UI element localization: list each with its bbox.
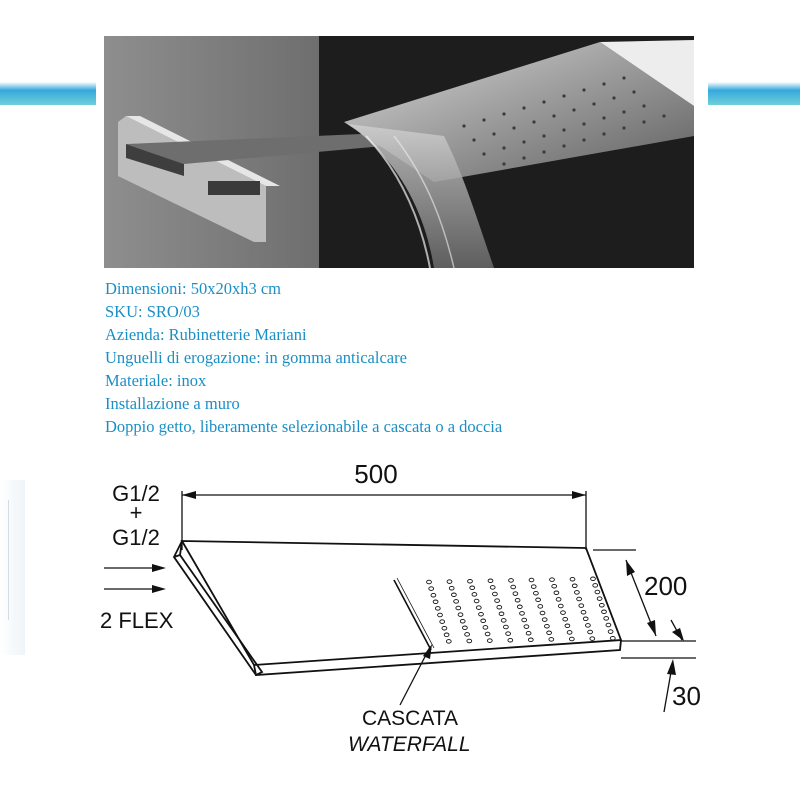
spec-dual-jet: Doppio getto, liberamente selezionabile a cascata o a doccia — [105, 417, 503, 436]
nozzle-icon — [454, 600, 459, 604]
nozzle-icon — [447, 580, 452, 584]
inlet-plus-sign: + — [129, 500, 143, 525]
spec-material: Materiale: inox — [105, 371, 207, 390]
flex-label: 2 FLEX — [100, 608, 174, 633]
height-dimension-label: 30 — [672, 681, 701, 711]
nozzle-icon — [470, 586, 475, 590]
spec-list — [105, 277, 705, 438]
inlet-arrow-top-icon — [152, 564, 166, 572]
nozzle-icon — [534, 591, 539, 595]
technical-drawing — [96, 450, 708, 800]
nozzle-icon — [579, 604, 584, 608]
nozzle-icon — [563, 617, 568, 621]
spec-company: Azienda: Rubinetterie Mariani — [105, 325, 307, 344]
nozzle-icon — [504, 625, 509, 629]
nozzle-icon — [542, 618, 547, 622]
nozzle-icon — [540, 611, 545, 615]
nozzle-icon — [474, 599, 479, 603]
nozzle-icon — [593, 584, 598, 588]
nozzle-icon — [536, 598, 541, 602]
nozzle-icon — [479, 612, 484, 616]
nozzle-icon — [577, 597, 582, 601]
nozzle-icon — [538, 605, 543, 609]
nozzle-icon — [569, 637, 574, 641]
arrow-right-icon — [572, 491, 586, 499]
spec-installation: Installazione a muro — [105, 394, 240, 413]
nozzle-icon — [597, 597, 602, 601]
shower-head-outline — [174, 541, 621, 675]
nozzle-icon — [522, 618, 527, 622]
nozzle-icon — [558, 604, 563, 608]
height-arrow-top-icon — [672, 628, 684, 641]
nozzle-icon — [460, 619, 465, 623]
nozzle-grid — [427, 577, 616, 643]
nozzle-icon — [545, 624, 550, 628]
nozzle-icon — [499, 612, 504, 616]
arrow-left-icon — [182, 491, 196, 499]
nozzle-icon — [581, 610, 586, 614]
nozzle-icon — [517, 605, 522, 609]
nozzle-icon — [570, 577, 575, 581]
nozzle-icon — [506, 632, 511, 636]
nozzle-icon — [550, 578, 555, 582]
nozzle-icon — [442, 626, 447, 630]
nozzle-icon — [438, 613, 443, 617]
inlet-label-top: G1/2 — [112, 481, 160, 506]
height-arrow-bottom-icon — [667, 659, 676, 675]
nozzle-icon — [524, 625, 529, 629]
nozzle-icon — [565, 624, 570, 628]
waterfall-label: WATERFALL — [348, 733, 471, 756]
nozzle-icon — [511, 585, 516, 589]
nozzle-icon — [487, 639, 492, 643]
nozzle-icon — [572, 584, 577, 588]
nozzle-icon — [431, 593, 436, 597]
nozzle-icon — [554, 591, 559, 595]
nozzle-icon — [440, 620, 445, 624]
nozzle-icon — [526, 631, 531, 635]
nozzle-icon — [606, 623, 611, 627]
nozzle-icon — [427, 580, 432, 584]
nozzle-icon — [501, 619, 506, 623]
nozzle-icon — [481, 619, 486, 623]
nozzle-icon — [604, 617, 609, 621]
spec-dimensions: Dimensioni: 50x20xh3 cm — [105, 279, 281, 298]
nozzle-icon — [472, 593, 477, 597]
nozzle-icon — [435, 607, 440, 611]
nozzle-icon — [458, 613, 463, 617]
nozzle-icon — [590, 637, 595, 641]
nozzle-icon — [508, 638, 513, 642]
nozzle-icon — [567, 631, 572, 635]
nozzle-icon — [456, 606, 461, 610]
nozzle-icon — [513, 592, 518, 596]
waterfall-slot — [394, 580, 431, 650]
nozzle-icon — [586, 624, 591, 628]
nozzle-icon — [556, 598, 561, 602]
nozzle-icon — [529, 578, 534, 582]
nozzle-icon — [552, 584, 557, 588]
height-arrow-bottom-line — [664, 672, 671, 712]
nozzle-icon — [429, 587, 434, 591]
nozzle-icon — [608, 630, 613, 634]
nozzle-icon — [493, 592, 498, 596]
nozzle-icon — [602, 610, 607, 614]
nozzle-icon — [515, 598, 520, 602]
nozzle-icon — [561, 611, 566, 615]
nozzle-icon — [575, 591, 580, 595]
nozzle-icon — [463, 626, 468, 630]
depth-dimension-label: 200 — [644, 571, 688, 601]
nozzle-icon — [444, 633, 449, 637]
nozzle-icon — [452, 593, 457, 597]
nozzle-icon — [509, 579, 514, 583]
nozzle-icon — [583, 617, 588, 621]
inlet-arrow-bottom-icon — [152, 585, 166, 593]
nozzle-icon — [595, 590, 600, 594]
nozzle-icon — [446, 640, 451, 644]
nozzle-icon — [528, 638, 533, 642]
nozzle-icon — [497, 605, 502, 609]
depth-arrow-bottom-icon — [647, 620, 656, 636]
nozzle-icon — [549, 638, 554, 642]
nozzle-icon — [467, 639, 472, 643]
nozzle-icon — [483, 626, 488, 630]
spec-sku: SKU: SRO/03 — [105, 302, 200, 321]
side-strip — [0, 480, 25, 655]
nozzle-icon — [599, 603, 604, 607]
nozzle-icon — [591, 577, 596, 581]
nozzle-icon — [476, 606, 481, 610]
inlet-label-bottom: G1/2 — [112, 525, 160, 550]
nozzle-icon — [588, 630, 593, 634]
nozzle-icon — [495, 599, 500, 603]
nozzle-icon — [520, 612, 525, 616]
shower-head-photo-icon — [104, 36, 694, 268]
nozzle-icon — [610, 636, 615, 640]
depth-arrow-top-icon — [626, 560, 635, 576]
nozzle-icon — [485, 632, 490, 636]
nozzle-icon — [468, 579, 473, 583]
nozzle-icon — [449, 586, 454, 590]
cascata-label: CASCATA — [362, 707, 459, 730]
nozzle-icon — [490, 586, 495, 590]
nozzle-icon — [531, 585, 536, 589]
product-photo — [104, 36, 694, 268]
spec-nozzles: Unguelli di erogazione: in gomma anticalcare — [105, 348, 407, 367]
nozzle-icon — [488, 579, 493, 583]
nozzle-icon — [433, 600, 438, 604]
nozzle-icon — [547, 631, 552, 635]
nozzle-icon — [465, 633, 470, 637]
width-dimension-label: 500 — [354, 459, 398, 489]
